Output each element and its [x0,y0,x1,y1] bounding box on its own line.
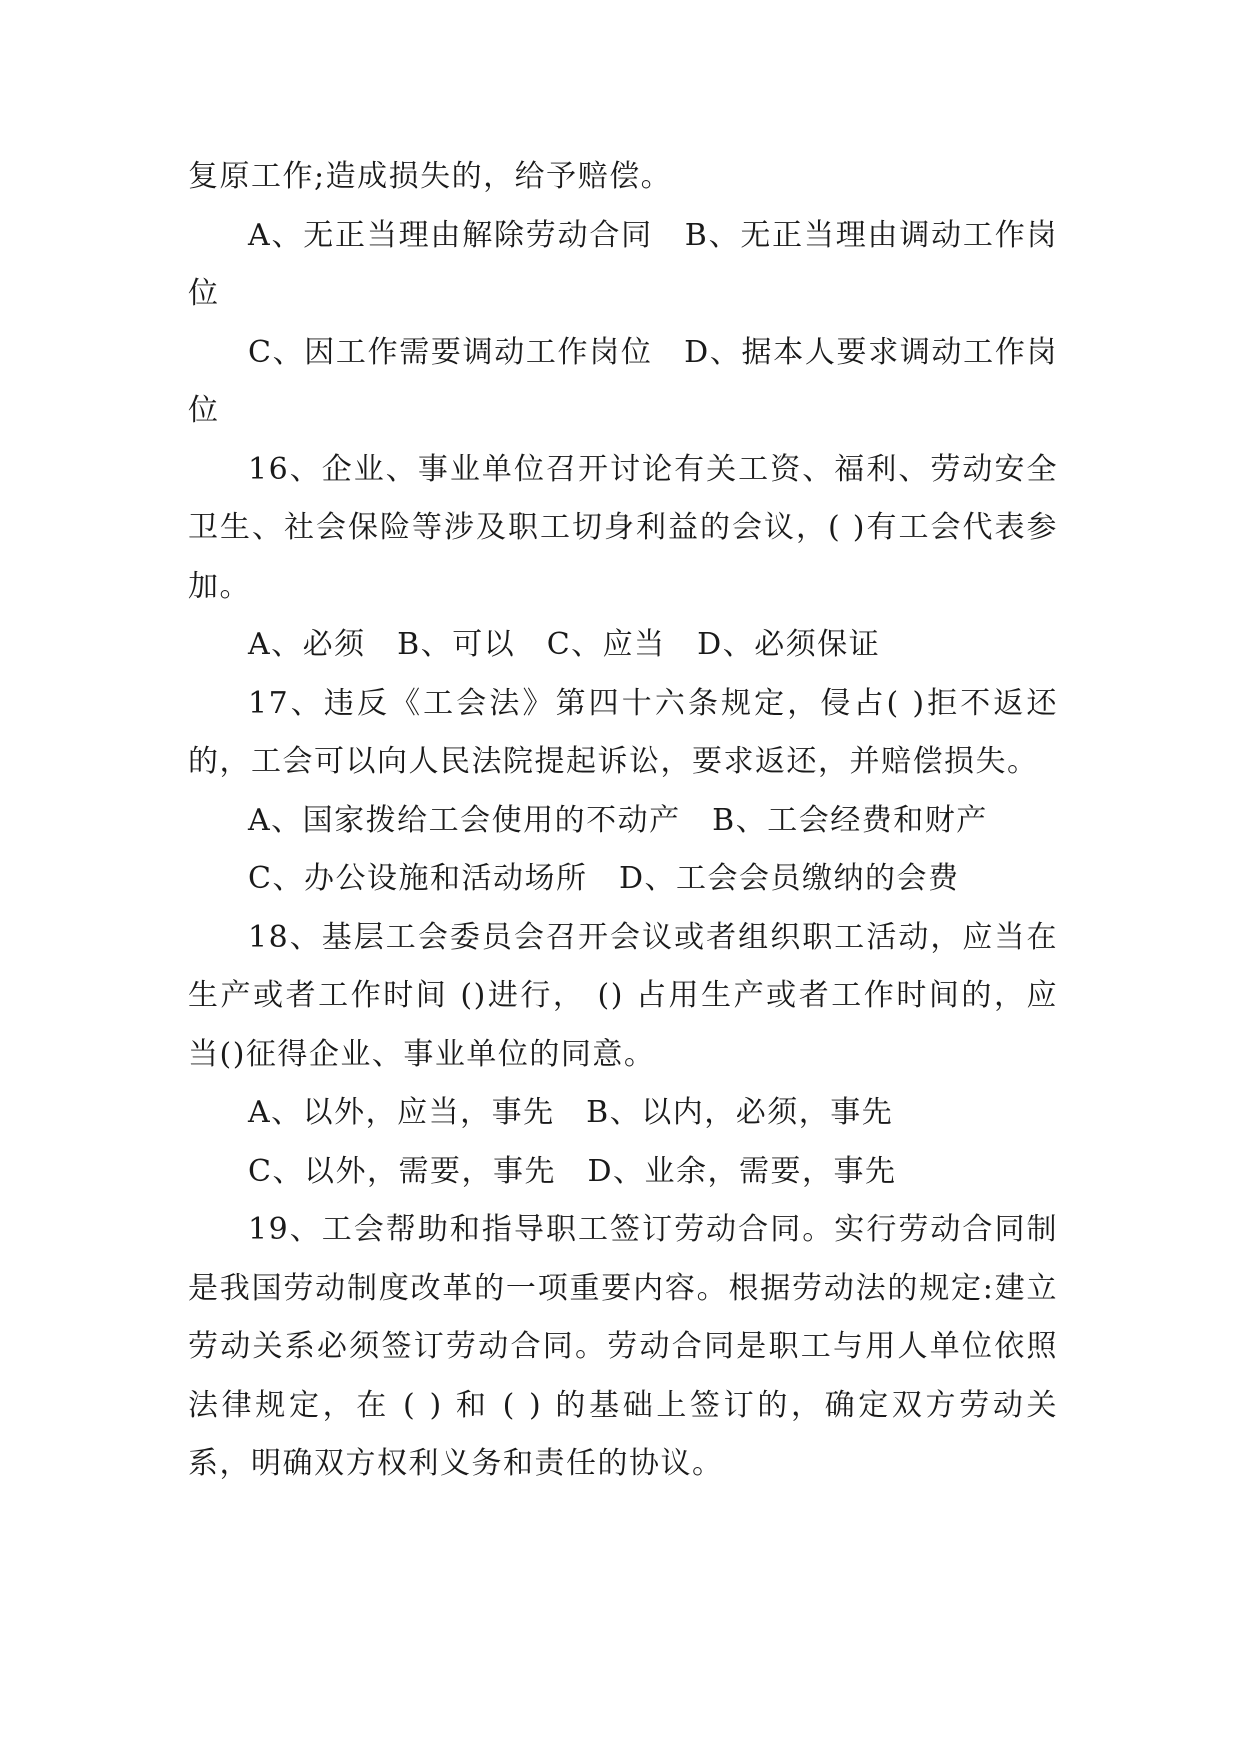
question-16: 16、企业、事业单位召开讨论有关工资、福利、劳动安全卫生、社会保险等涉及职工切身利益的会议，( )有工会代表参加。 [188,451,1058,604]
question-19: 19、工会帮助和指导职工签订劳动合同。实行劳动合同制是我国劳动制度改革的一项重要内容。根据劳动法的规定:建立劳动关系必须签订劳动合同。劳动合同是职工与用人单位依照法律规定，在 ( ) 和 ( ) 的基础上签订的，确定双方劳动关系，明确双方权利义务和责任的协议。 [188,1212,1058,1481]
paragraph-continuation: 复原工作;造成损失的，给予赔偿。 [188,159,673,194]
q18-options-ab: A、以外，应当，事先 B、以内，必须，事先 [248,1095,894,1130]
q18-options-cd: C、以外，需要，事先 D、业余，需要，事先 [248,1153,897,1189]
q17-options-ab: A、国家拨给工会使用的不动产 B、工会经费和财产 [248,802,988,838]
document-body [188,148,1058,1494]
q16-options: A、必须 B、可以 C、应当 D、必须保证 [248,627,881,662]
question-17: 17、违反《工会法》第四十六条规定，侵占( )拒不返还的，工会可以向人民法院提起诉讼，要求返还，并赔偿损失。 [188,685,1058,779]
q17-options-cd: C、办公设施和活动场所 D、工会会员缴纳的会费 [248,861,960,896]
question-18: 18、基层工会委员会召开会议或者组织职工活动，应当在生产或者工作时间 ()进行， () 占用生产或者工作时间的，应当()征得企业、事业单位的同意。 [188,919,1058,1072]
q15-options-cd: C、因工作需要调动工作岗位 D、据本人要求调动工作岗位 [188,334,1058,428]
q15-options-ab: A、无正当理由解除劳动合同 B、无正当理由调动工作岗位 [188,217,1058,311]
